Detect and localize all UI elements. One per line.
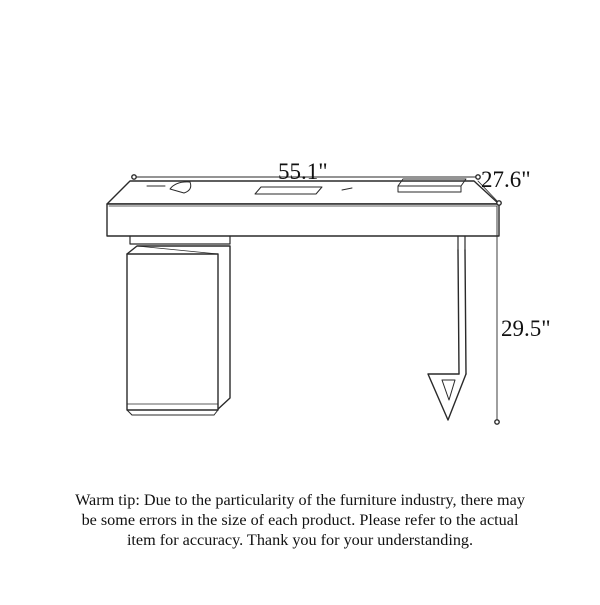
cabinet-top-edge <box>137 246 218 254</box>
tip-line-2: be some errors in the size of each product. Please refer to the actual <box>81 511 519 529</box>
tip-line-3: item for accuracy. Thank you for your understanding. <box>126 531 474 549</box>
cable-tray <box>255 187 322 194</box>
cabinet-front <box>127 254 218 410</box>
warm-tip-note <box>20 490 580 550</box>
cabinet-foot <box>127 410 218 415</box>
width-end-left <box>132 175 136 179</box>
width-label: 55.1" <box>278 159 328 184</box>
height-end-bottom <box>495 420 499 424</box>
height-label: 29.5" <box>501 316 551 341</box>
tip-line-1: Warm tip: Due to the particularity of the furniture industry, there may <box>75 491 525 509</box>
cup-holder <box>170 182 191 193</box>
leg-base-inner <box>442 380 455 400</box>
slot-mark <box>342 188 352 190</box>
leg-post-left <box>458 250 459 374</box>
leg-post-right <box>465 250 466 374</box>
tray-right-box <box>398 186 461 192</box>
tray-right <box>398 179 466 186</box>
under-panel <box>130 236 230 244</box>
depth-end <box>497 201 501 205</box>
leg-base-outer <box>428 374 466 420</box>
width-end-right <box>476 175 480 179</box>
desktop-front-edge <box>107 204 499 236</box>
depth-label: 27.6" <box>481 167 531 192</box>
